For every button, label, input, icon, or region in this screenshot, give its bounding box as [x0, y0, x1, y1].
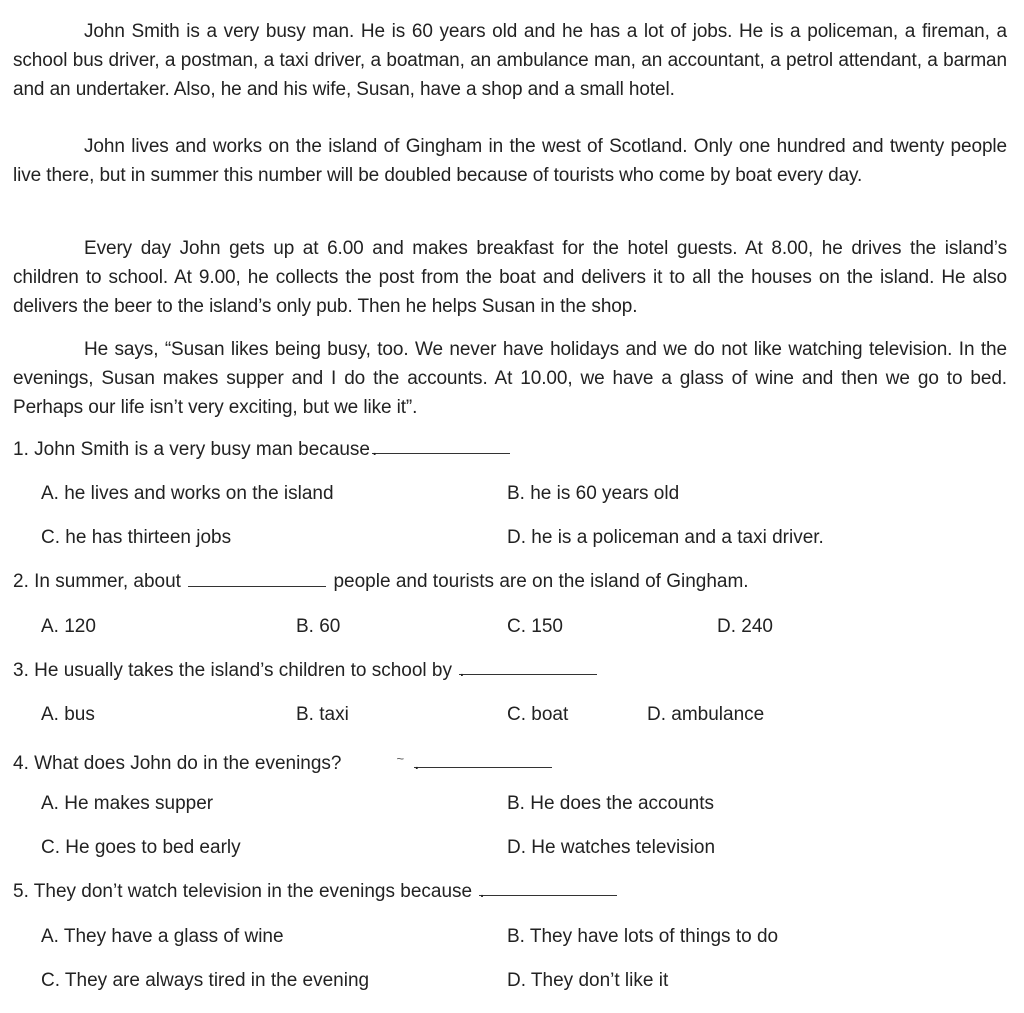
question-3-option-c: C. boat: [507, 704, 569, 725]
question-1-option-a: A. he lives and works on the island: [41, 483, 334, 504]
question-2-option-b: B. 60: [296, 616, 341, 637]
question-2-option-d: D. 240: [717, 616, 773, 637]
question-5-option-c: C. They are always tired in the evening: [41, 970, 370, 991]
question-2: [13, 569, 749, 595]
question-5-option-d: D. They don’t like it: [507, 970, 669, 991]
question-5-option-a: A. They have a glass of wine: [41, 926, 284, 947]
question-5-stem: 5. They don’t watch television in the evenings because: [13, 881, 473, 902]
question-4-option-d: D. He watches television: [507, 837, 716, 858]
question-2-option-a: A. 120: [41, 616, 96, 637]
answer-blank: [459, 658, 597, 675]
passage-paragraph-4: He says, “Susan likes being busy, too. We never have holidays and we do not like watching television. In the evenings, Susan makes supper and I do the accounts. At 10.00, we have a glass of wine and then we go to bed. Perhaps our life isn’t very exciting, but we like it”.: [13, 339, 1007, 418]
question-1-option-c: C. he has thirteen jobs: [41, 527, 232, 548]
question-4-option-a: A. He makes supper: [41, 793, 214, 814]
stray-mark: ~: [396, 751, 405, 766]
question-1-stem: 1. John Smith is a very busy man because: [13, 439, 370, 460]
question-3-option-b: B. taxi: [296, 704, 349, 725]
question-5: [13, 879, 619, 905]
question-3-option-d: D. ambulance: [647, 704, 765, 725]
question-4: [13, 746, 554, 777]
question-2-stem: 2. In summer, about: [13, 571, 181, 592]
question-4-stem: 4. What does John do in the evenings?: [13, 753, 342, 774]
question-4-option-c: C. He goes to bed early: [41, 837, 241, 858]
passage-paragraph-3: Every day John gets up at 6.00 and makes breakfast for the hotel guests. At 8.00, he drives the island’s children to school. At 9.00, he collects the post from the boat and delivers it to all the houses on the island. He also delivers the beer to the island’s only pub. Then he helps Susan in the shop.: [13, 238, 1007, 317]
passage-paragraph-1: John Smith is a very busy man. He is 60 years old and he has a lot of jobs. He is a policeman, a fireman, a school bus driver, a postman, a taxi driver, a boatman, an ambulance man, an accountant, a petrol attendant, a barman and an undertaker. Also, he and his wife, Susan, have a shop and a small hotel.: [13, 21, 1007, 100]
answer-blank: [188, 570, 326, 587]
passage-paragraph-2: John lives and works on the island of Gingham in the west of Scotland. Only one hundred and twenty people live there, but in summer this number will be doubled because of tourists who come by boat every day.: [13, 136, 1007, 186]
question-1: [13, 437, 512, 463]
question-1-option-d: D. he is a policeman and a taxi driver.: [507, 527, 824, 548]
question-3: [13, 658, 599, 684]
question-5-option-b: B. They have lots of things to do: [507, 926, 779, 947]
answer-blank: [479, 879, 617, 896]
question-1-option-b: B. he is 60 years old: [507, 483, 680, 504]
answer-blank: [414, 751, 552, 768]
question-2-option-c: C. 150: [507, 616, 563, 637]
question-3-option-a: A. bus: [41, 704, 95, 725]
question-2-stem-end: people and tourists are on the island of Gingham.: [333, 571, 749, 592]
question-3-stem: 3. He usually takes the island’s children to school by: [13, 660, 453, 681]
question-4-option-b: B. He does the accounts: [507, 793, 715, 814]
answer-blank: [372, 437, 510, 454]
